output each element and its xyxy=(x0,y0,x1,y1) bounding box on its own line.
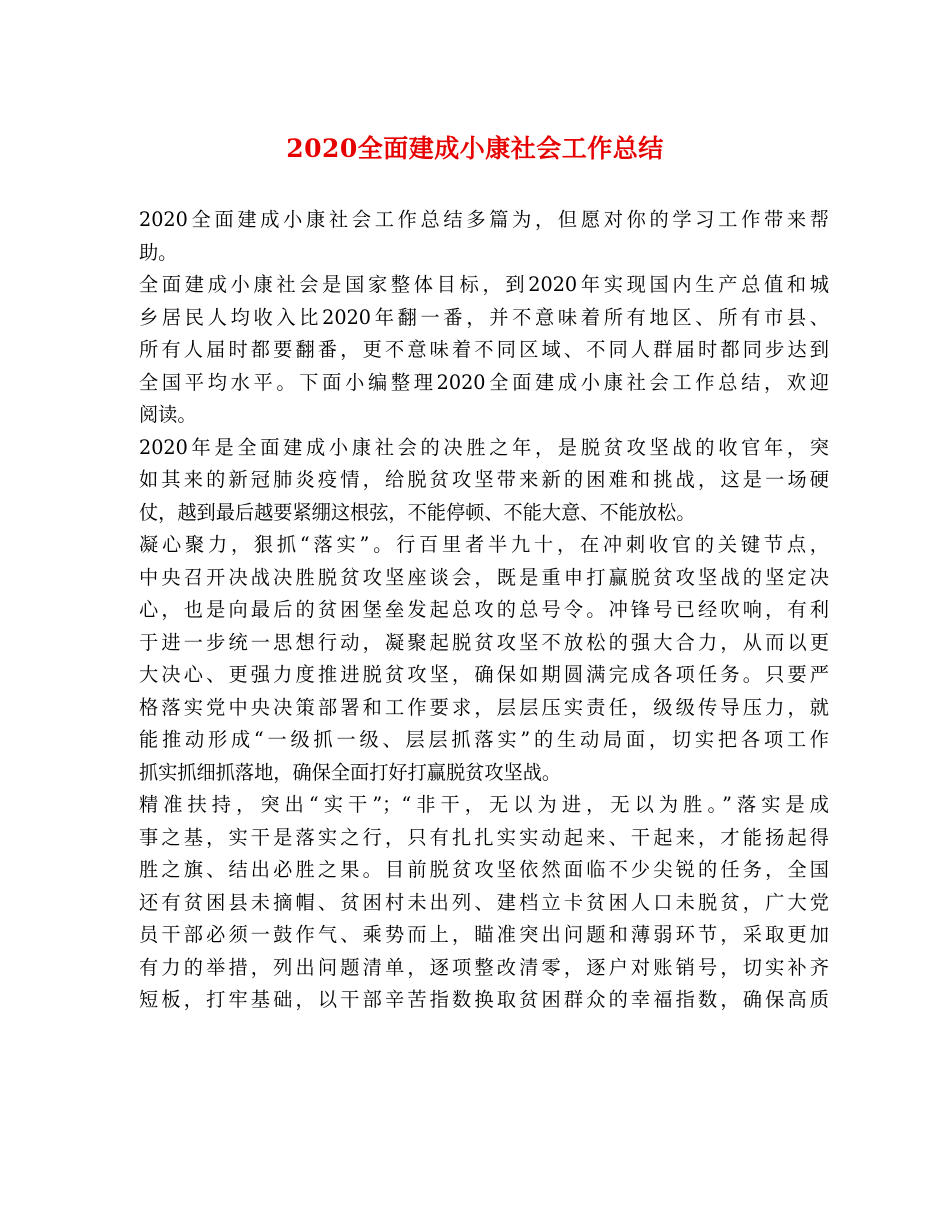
text-line: 全面建成小康社会是国家整体目标，到2020年实现国内生产总值和城 xyxy=(139,273,829,296)
text-line: 格落实党中央决策部署和工作要求，层层压实责任，级级传导压力，就 xyxy=(139,695,829,719)
text-line: 能推动形成“一级抓一级、层层抓落实”的生动局面，切实把各项工作 xyxy=(139,728,829,751)
text-line: 2020全面建成小康社会工作总结多篇为，但愿对你的学习工作带来帮 xyxy=(139,208,829,231)
text-line: 有力的举措，列出问题清单，逐项整改清零，逐户对账销号，切实补齐 xyxy=(139,955,829,979)
text-line: 仗，越到最后越要紧绷这根弦，不能停顿、不能大意、不能放松。 xyxy=(139,500,696,524)
text-line: 抓实抓细抓落地，确保全面打好打赢脱贫攻坚战。 xyxy=(139,760,562,784)
text-line: 心，也是向最后的贫困堡垒发起总攻的总号令。冲锋号已经吹响，有利 xyxy=(139,598,829,621)
text-line: 全国平均水平。下面小编整理2020全面建成小康社会工作总结，欢迎 xyxy=(139,370,829,394)
text-line: 事之基，实干是落实之行，只有扎扎实实动起来、干起来，才能扬起得 xyxy=(139,825,829,849)
text-line: 助。 xyxy=(139,240,178,264)
text-line: 中央召开决战决胜脱贫攻坚座谈会，既是重申打赢脱贫攻坚战的坚定决 xyxy=(139,565,829,589)
document-body xyxy=(139,204,829,1017)
text-line: 精准扶持，突出“实干”；“非干，无以为进，无以为胜。”落实是成 xyxy=(139,793,829,816)
text-line: 还有贫困县未摘帽、贫困村未出列、建档立卡贫困人口未脱贫，广大党 xyxy=(139,890,829,914)
text-line: 员干部必须一鼓作气、乘势而上，瞄准突出问题和薄弱环节，采取更加 xyxy=(139,923,829,946)
text-line: 2020年是全面建成小康社会的决胜之年，是脱贫攻坚战的收官年，突 xyxy=(139,435,829,459)
document-title: 2020全面建成小康社会工作总结 xyxy=(286,134,664,163)
text-line: 凝心聚力，狠抓“落实”。行百里者半九十，在冲刺收官的关键节点， xyxy=(139,533,829,556)
text-line: 乡居民人均收入比2020年翻一番，并不意味着所有地区、所有市县、 xyxy=(139,305,829,329)
text-line: 所有人届时都要翻番，更不意味着不同区域、不同人群届时都同步达到 xyxy=(139,338,829,361)
text-line: 大决心、更强力度推进脱贫攻坚，确保如期圆满完成各项任务。只要严 xyxy=(139,663,829,686)
text-line: 短板，打牢基础，以干部辛苦指数换取贫困群众的幸福指数，确保高质 xyxy=(139,988,829,1011)
text-line: 胜之旗、结出必胜之果。目前脱贫攻坚依然面临不少尖锐的任务，全国 xyxy=(139,858,829,881)
text-line: 于进一步统一思想行动，凝聚起脱贫攻坚不放松的强大合力，从而以更 xyxy=(139,630,829,654)
text-line: 阅读。 xyxy=(139,403,197,426)
text-line: 如其来的新冠肺炎疫情，给脱贫攻坚带来新的困难和挑战，这是一场硬 xyxy=(139,468,829,491)
